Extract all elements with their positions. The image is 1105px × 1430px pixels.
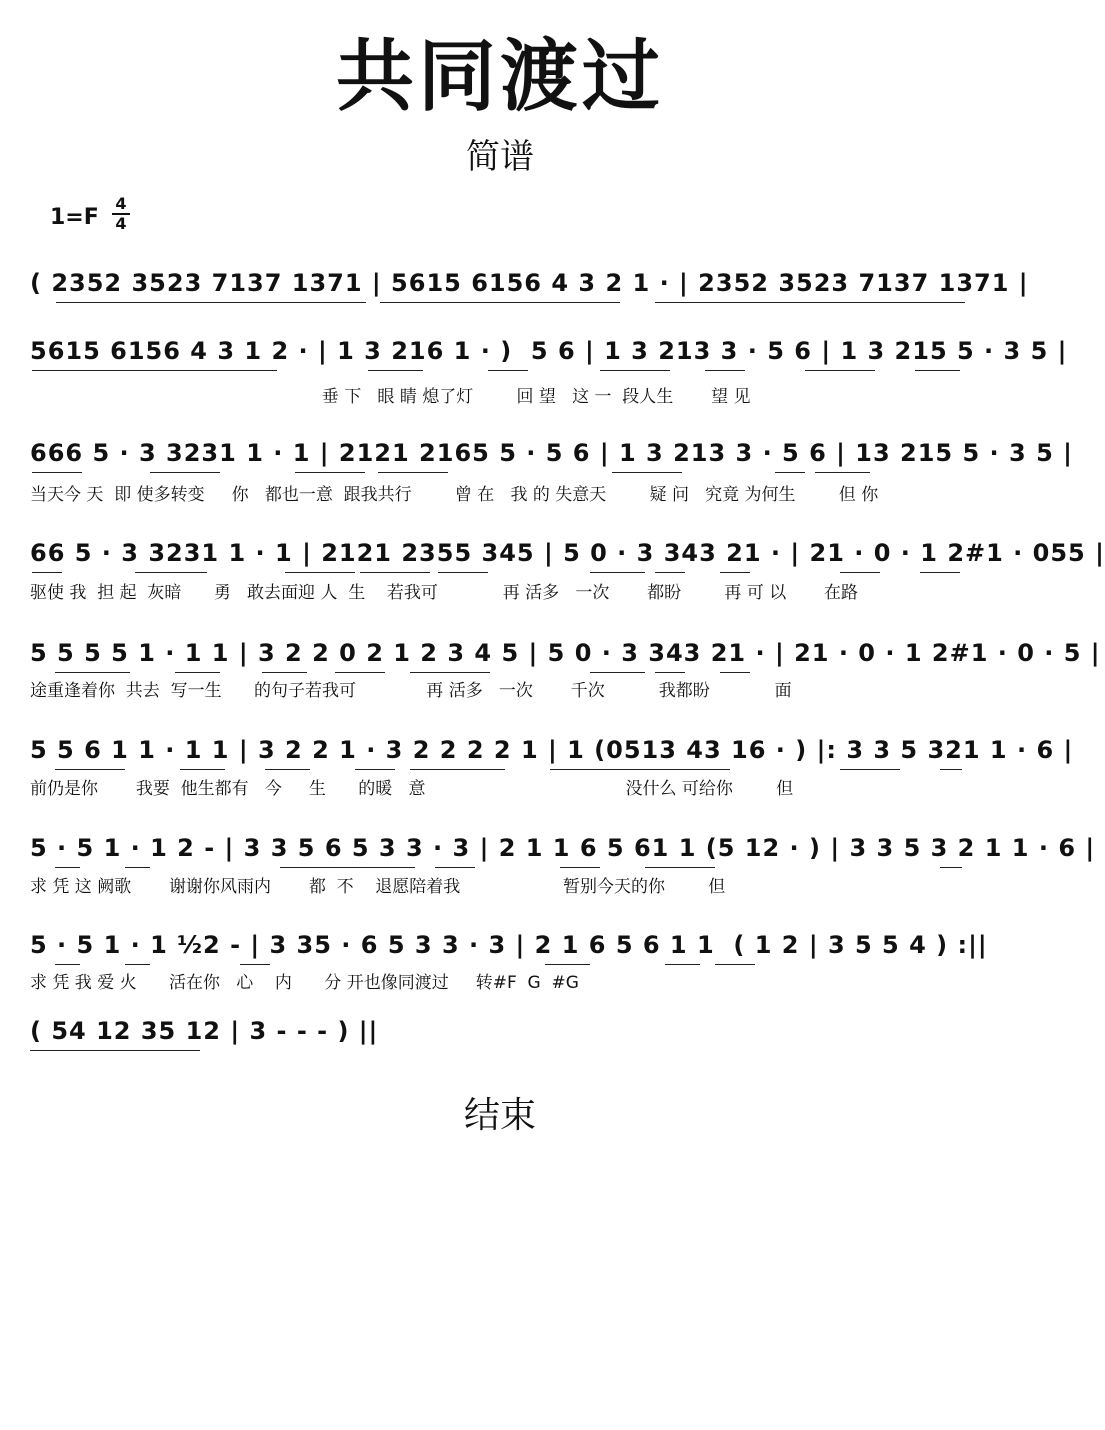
beam-line	[590, 572, 645, 573]
time-signature-top: 4	[115, 194, 127, 213]
notation-row-5: 5 5 5 5 1 · 1 1 | 3 2 2 0 2 1 2 3 4 5 | 5 0 · 3 343 21 · | 21 · 0 · 1 2#1 · 0 · 5 |	[30, 639, 1101, 667]
beam-line	[438, 572, 488, 573]
beam-line	[285, 572, 355, 573]
beam-line	[612, 472, 682, 473]
lyrics-row-7: 求 凭 这 阙歌 谢谢你风雨内 都 不 退愿陪着我 暂别今天的你 但	[30, 877, 726, 897]
key-signature: 1=F	[50, 205, 99, 230]
beam-line	[940, 769, 962, 770]
beam-line	[280, 867, 415, 868]
beam-line	[30, 1050, 200, 1051]
beam-line	[55, 769, 125, 770]
beam-line	[655, 302, 965, 303]
beam-line	[335, 672, 385, 673]
beam-line	[368, 370, 423, 371]
beam-line	[180, 769, 225, 770]
beam-line	[125, 867, 150, 868]
lyrics-row-5: 途重逢着你 共去 写一生 的句子若我可 再 活多 一次 千次 我都盼 面	[30, 681, 792, 701]
beam-line	[655, 572, 685, 573]
beam-line	[410, 769, 505, 770]
notation-row-3: 666 5 · 3 3231 1 · 1 | 2121 2165 5 · 5 6 | 1 3 213 3 · 5 6 | 13 215 5 · 3 5 |	[30, 439, 1073, 467]
lyrics-row-6: 前仍是你 我要 他生都有 今 生 的暖 意 没什么 可给你 但	[30, 779, 794, 799]
beam-line	[295, 472, 365, 473]
score-subtitle: 简谱	[466, 137, 534, 177]
beam-line	[805, 370, 875, 371]
beam-line	[720, 572, 750, 573]
score-title: 共同渡过	[335, 32, 664, 122]
beam-line	[840, 572, 880, 573]
beam-line	[378, 472, 448, 473]
beam-line	[135, 572, 207, 573]
notation-row-1: ( 2352 3523 7137 1371 | 5615 6156 4 3 2 1 · | 2352 3523 7137 1371 |	[30, 269, 1029, 297]
beam-line	[32, 370, 277, 371]
beam-line	[240, 964, 270, 965]
notation-row-9: ( 54 12 35 12 | 3 - - - ) ||	[30, 1017, 379, 1045]
beam-line	[775, 472, 805, 473]
beam-line	[32, 472, 82, 473]
beam-line	[32, 572, 62, 573]
beam-line	[645, 867, 715, 868]
notation-row-6: 5 5 6 1 1 · 1 1 | 3 2 2 1 · 3 2 2 2 2 1 | 1 (0513 43 16 · ) |: 3 3 5 321 1 · 6 |	[30, 736, 1074, 764]
beam-line	[360, 572, 430, 573]
notation-row-8: 5 · 5 1 · 1 ½2 - | 3 35 · 6 5 3 3 · 3 | 2 1 6 5 6 1 1 ( 1 2 | 3 5 5 4 ) :||	[30, 931, 988, 959]
beam-line	[920, 572, 960, 573]
beam-line	[545, 964, 590, 965]
beam-line	[550, 769, 730, 770]
beam-line	[55, 867, 80, 868]
beam-line	[265, 769, 310, 770]
lyrics-row-8: 求 凭 我 爱 火 活在你 心 内 分 开也像同渡过 转#F G #G	[30, 973, 579, 993]
notation-row-4: 66 5 · 3 3231 1 · 1 | 2121 2355 345 | 5 0 · 3 343 21 · | 21 · 0 · 1 2#1 · 055 |	[30, 539, 1105, 567]
lyrics-row-4: 驱使 我 担 起 灰暗 勇 敢去面迎 人 生 若我可 再 活多 一次 都盼 再 可 以 在路	[30, 583, 859, 603]
time-signature-bottom: 4	[115, 214, 127, 233]
beam-line	[705, 370, 745, 371]
lyrics-row-2: 垂 下 眼 睛 熄了灯 回 望 这 一 段人生 望 见	[30, 387, 751, 407]
beam-line	[488, 370, 528, 371]
beam-line	[720, 672, 750, 673]
beam-line	[262, 672, 307, 673]
beam-line	[655, 672, 685, 673]
beam-line	[380, 302, 620, 303]
beam-line	[435, 867, 475, 868]
beam-line	[940, 867, 962, 868]
beam-line	[915, 370, 960, 371]
beam-line	[560, 867, 600, 868]
beam-line	[600, 370, 670, 371]
notation-row-2: 5615 6156 4 3 1 2 · | 1 3 216 1 · ) 5 6 | 1 3 213 3 · 5 6 | 1 3 215 5 · 3 5 |	[30, 337, 1068, 365]
beam-line	[840, 769, 900, 770]
ending-label: 结束	[463, 1095, 536, 1136]
beam-line	[715, 964, 755, 965]
beam-line	[56, 302, 366, 303]
beam-line	[150, 472, 220, 473]
beam-line	[55, 964, 80, 965]
beam-line	[125, 964, 150, 965]
beam-line	[175, 672, 220, 673]
beam-line	[355, 769, 395, 770]
lyrics-row-3: 当天今 天 即 使多转变 你 都也一意 跟我共行 曾 在 我 的 失意天 疑 问 究竟 为何生 但 你	[30, 485, 879, 505]
beam-line	[55, 672, 130, 673]
beam-line	[815, 472, 870, 473]
beam-line	[665, 964, 700, 965]
beam-line	[410, 672, 490, 673]
notation-row-7: 5 · 5 1 · 1 2 - | 3 3 5 6 5 3 3 · 3 | 2 1 1 6 5 61 1 (5 12 · ) | 3 3 5 3 2 1 1 · 6 |	[30, 834, 1096, 862]
beam-line	[590, 672, 645, 673]
time-signature	[112, 196, 130, 232]
